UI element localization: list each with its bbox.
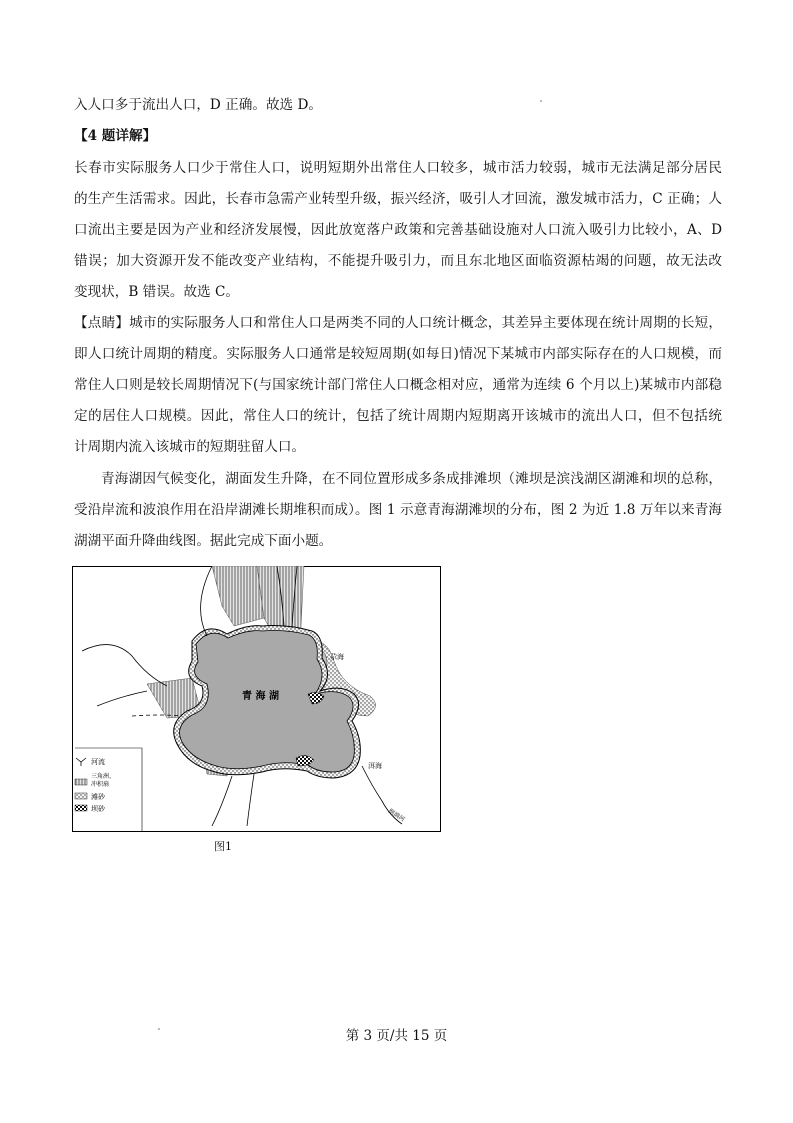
scan-speck [158,1028,160,1030]
dianjing-line-5: 计周期内流入该城市的短期驻留人口。 [74,439,306,455]
dianjing-line-3: 常住人口则是较长周期情况下(与国家统计部门常住人口概念相对应，通常为连续 6 个月以上)某城市内部稳 [74,377,722,393]
erhai-label: 洱海 [368,762,382,770]
delta-legend-icon [75,779,87,785]
bar-legend-icon [75,805,87,811]
legend-delta-2: 冲积扇 [91,781,110,788]
section-heading-4: 【4 题详解】 [74,128,157,144]
dianjing-line-1: 【点睛】城市的实际服务人口和常住人口是两类不同的人口统计概念，其差异主要体现在统计周期的长短， [74,315,722,331]
text-line-5: 口流出主要是因为产业和经济发展慢，因此放宽落户政策和完善基础设施对人口流入吸引力比较小，A、D [74,222,722,238]
figure-caption: 图1 [214,840,232,853]
text-line-3: 长春市实际服务人口少于常住人口，说明短期外出常住人口较多，城市活力较弱，城市无法满足部分居民 [74,160,722,176]
legend-beach: 滩砂 [91,793,105,801]
dianjing-line-2: 即人口统计周期的精度。实际服务人口通常是较短周期(如每日)情况下某城市内部实际存在的人口规模，而 [74,346,722,362]
qinghai-lake-map [72,566,441,832]
daotang-river-label: 倒淌河 [386,807,406,824]
scan-speck [540,100,542,102]
question-intro-line-1: 青海湖因气候变化，湖面发生升降，在不同位置形成多条成排滩坝（滩坝是滨浅湖区湖滩和坝的总称， [101,471,722,487]
text-line-7: 变现状，B 错误。故选 C。 [74,284,239,300]
ganhai-label: 尕海 [330,653,344,661]
text-line-6: 错误；加大资源开发不能改变产业结构，不能提升吸引力，而且东北地区面临资源枯竭的问题，故无法改 [74,253,722,269]
text-line-1: 入人口多于流出人口，D 正确。故选 D。 [74,97,322,113]
legend-bar: 坝砂 [91,805,105,813]
question-intro-line-3: 湖湖平面升降曲线图。据此完成下面小题。 [74,533,333,549]
text-line-4: 的生产生活需求。因此，长春市急需产业转型升级，振兴经济，吸引人才回流，激发城市活力，C 正确；人 [74,191,722,207]
beach-legend-icon [75,793,87,799]
legend-delta-1: 三角洲、 [91,773,116,780]
question-intro-line-2: 受沿岸流和波浪作用在沿岸湖滩长期堆积而成）。图 1 示意青海湖滩坝的分布，图 2 为近 1.8 万年以来青海 [74,502,722,518]
legend-river: 河流 [91,758,105,766]
lake-label: 青 海 湖 [242,691,279,702]
dianjing-line-4: 定的居住人口规模。因此，常住人口的统计，包括了统计周期内短期离开该城市的流出人口，但不包括统 [74,408,722,424]
map-svg [72,566,441,832]
page-footer: 第 3 页/共 15 页 [345,1028,448,1044]
